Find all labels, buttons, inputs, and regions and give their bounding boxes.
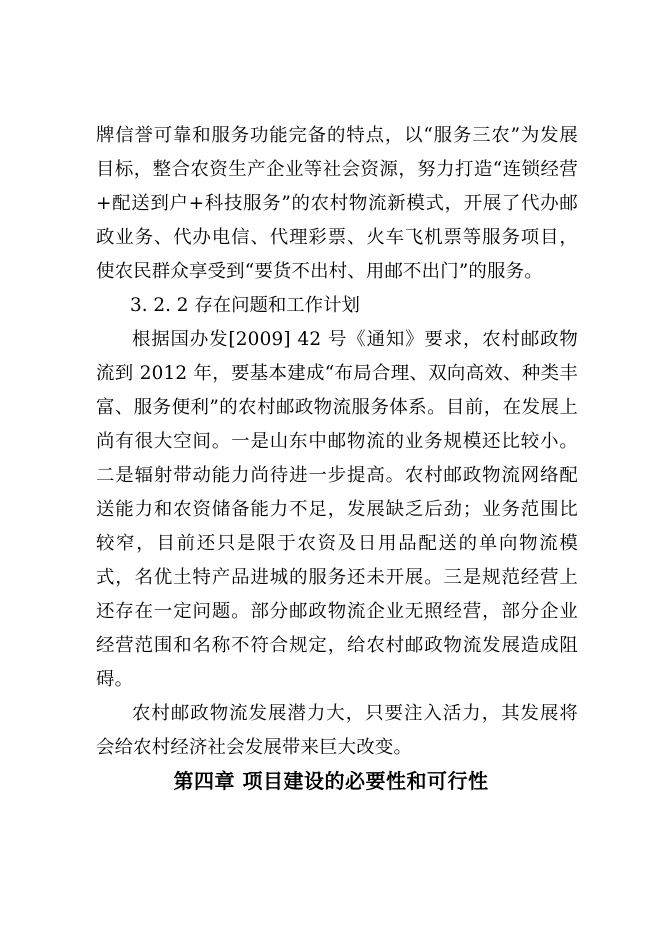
section-subheading: 3. 2. 2 存在问题和工作计划 [130, 295, 360, 316]
paragraph-conclusion: 农村邮政物流发展潜力大，只要注入活力，其发展将会给农村经济社会发展带来巨大改变。 [96, 703, 578, 758]
paragraph-continued: 牌信誉可靠和服务功能完备的特点，以“服务三农”为发展目标，整合农资生产企业等社会资源，努力打造“连锁经营+配送到户+科技服务”的农村物流新模式，开展了代办邮政业务、代办电信、代理彩票、火车飞机票等服务项目，使农民群众享受到“要货不出村、用邮不出门”的服务。 [96, 125, 578, 282]
body-text [96, 119, 578, 765]
chapter-title: 第四章 项目建设的必要性和可行性 [173, 769, 489, 793]
paragraph-problems: 根据国办发[2009] 42 号《通知》要求，农村邮政物流到 2012 年，要基本建成“布局合理、双向高效、种类丰富、服务便利”的农村邮政物流服务体系。目前，在发展上尚有很大空间。一是山东中邮物流的业务规模还比较小。二是辐射带动能力尚待进一步提高。农村邮政物流网络配送能力和农资储备能力不足，发展缺乏后劲；业务范围比较窄，目前还只是限于农资及日用品配送的单向物流模式，名优土特产品进城的服务还未开展。三是规范经营上还存在一定问题。部分邮政物流企业无照经营，部分企业经营范围和名称不符合规定，给农村邮政物流发展造成阻碍。 [96, 329, 578, 690]
